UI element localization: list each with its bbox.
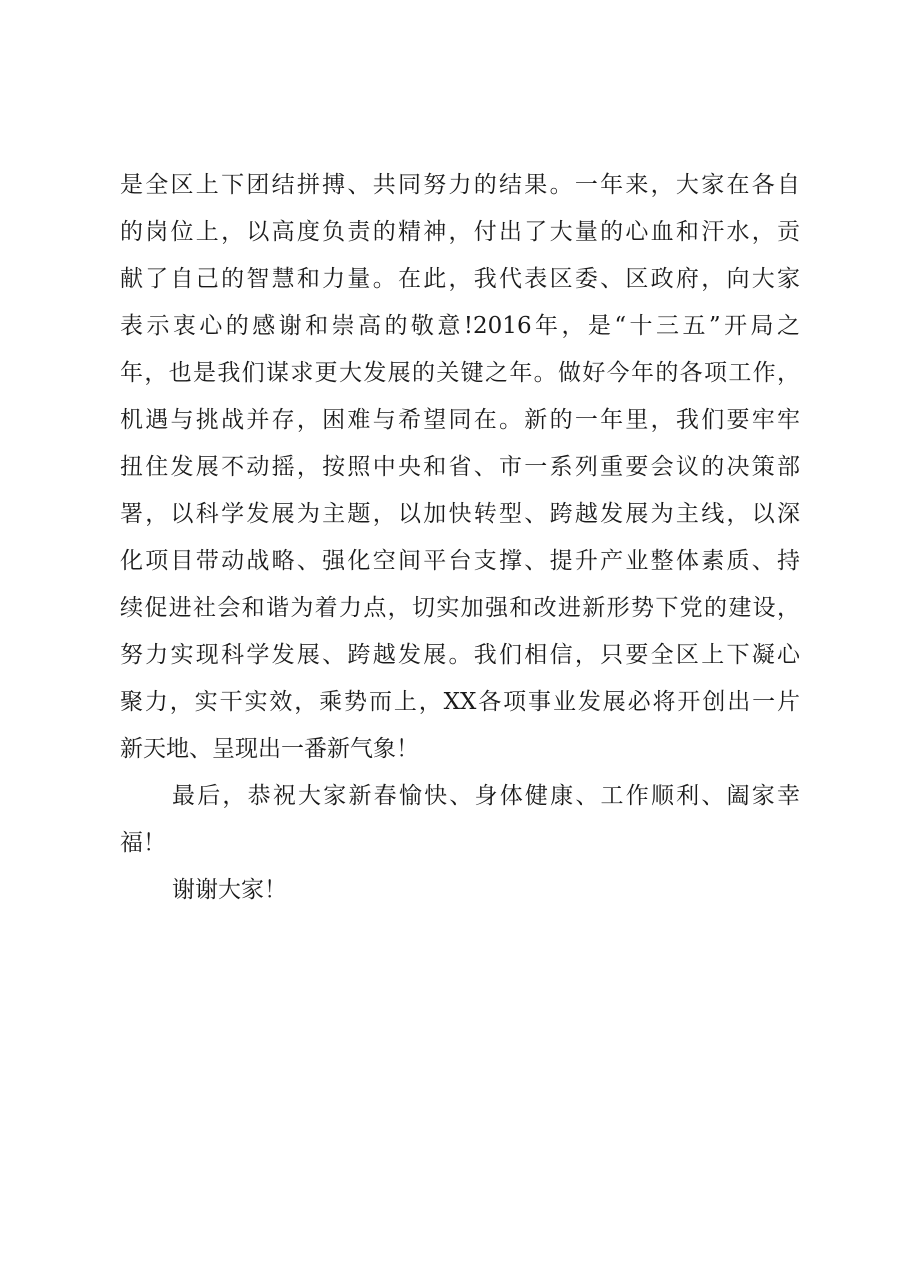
- text-line: 聚力，实干实效，乘势而上，XX各项事业发展必将开创出一片: [120, 689, 800, 715]
- text-line: 机遇与挑战并存，困难与希望同在。新的一年里，我们要牢牢: [120, 407, 800, 433]
- document-body: [120, 162, 800, 914]
- text-line: 新天地、呈现出一番新气象！: [120, 736, 419, 762]
- text-line: 化项目带动战略、强化空间平台支撑、提升产业整体素质、持: [120, 548, 800, 574]
- text-line: 续促进社会和谐为着力点，切实加强和改进新形势下党的建设，: [120, 595, 800, 621]
- paragraph-new-year-wishes: [120, 773, 800, 867]
- text-line: 献了自己的智慧和力量。在此，我代表区委、区政府，向大家: [120, 266, 800, 292]
- text-line: 的岗位上，以高度负责的精神，付出了大量的心血和汗水，贡: [120, 219, 800, 245]
- text-line: 年，也是我们谋求更大发展的关键之年。做好今年的各项工作，: [120, 360, 800, 386]
- paragraph-closing-remarks: [120, 162, 800, 773]
- text-line: 表示衷心的感谢和崇高的敬意!2016年，是“十三五”开局之: [120, 313, 800, 339]
- text-line: 扭住发展不动摇，按照中央和省、市一系列重要会议的决策部: [120, 454, 800, 480]
- text-line: 福！: [120, 830, 166, 856]
- text-line: 努力实现科学发展、跨越发展。我们相信，只要全区上下凝心: [120, 642, 800, 668]
- text-line: 谢谢大家！: [172, 877, 287, 903]
- text-line: 最后，恭祝大家新春愉快、身体健康、工作顺利、阖家幸: [172, 783, 800, 809]
- text-line: 署，以科学发展为主题，以加快转型、跨越发展为主线，以深: [120, 501, 800, 527]
- paragraph-thanks: [120, 867, 800, 914]
- text-line: 是全区上下团结拼搏、共同努力的结果。一年来，大家在各自: [120, 172, 800, 198]
